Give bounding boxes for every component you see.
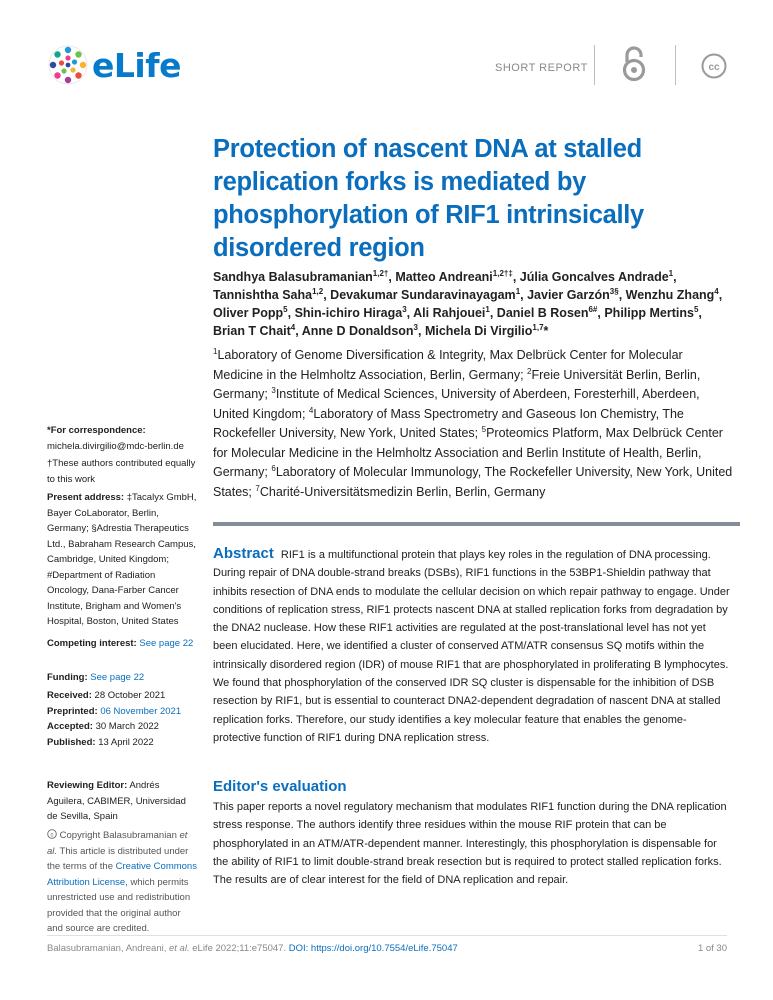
article-type-label: SHORT REPORT bbox=[495, 62, 588, 74]
correspondence-email[interactable]: michela.divirgilio@mdc-berlin.de bbox=[47, 440, 184, 452]
copyright-etal: et al. bbox=[47, 830, 188, 857]
reviewing-editor bbox=[47, 778, 197, 825]
editors-evaluation-heading: Editor's evaluation bbox=[213, 778, 347, 795]
author-name: Oliver Popp$^5$ bbox=[213, 304, 288, 320]
preprinted-date: Preprinted: 06 November 2021 bbox=[47, 705, 182, 717]
copyright bbox=[47, 828, 197, 937]
competing-interest bbox=[47, 636, 197, 652]
present-address-label: Present address: bbox=[47, 492, 125, 503]
reviewing-editor-value: Andrés Aguilera, CABIMER, Universidad de Sevilla, Spain bbox=[47, 780, 186, 822]
present-address bbox=[47, 490, 197, 630]
abstract-heading: Abstract bbox=[213, 545, 274, 562]
author-name: Matteo Andreani$^{1,2\dagger\ddagger}$ bbox=[395, 268, 513, 284]
correspondence-label: *For correspondence: bbox=[47, 425, 146, 436]
copyright-text-2: This article is distributed under the terms of the bbox=[47, 845, 189, 872]
footer-citation: Balasubramanian, Andreani, et al. eLife 2022;11:e75047. DOI: https://doi.org/10.7554/eLife.75047 bbox=[47, 943, 458, 954]
author-name: Júlia Goncalves Andrade$^1$ bbox=[519, 268, 674, 284]
author-name: Daniel B Rosen$^{6\#}$ bbox=[496, 304, 598, 320]
author-name: Sandhya Balasubramanian$^{1,2\dagger}$ bbox=[213, 268, 389, 284]
competing-interest-link[interactable]: See page 22 bbox=[139, 638, 194, 649]
reviewing-editor-label: Reviewing Editor: bbox=[47, 780, 128, 791]
article-title: Protection of nascent DNA at stalled replication forks is mediated by phosphorylation of RIF1 intrinsically disordered region bbox=[213, 135, 644, 262]
equal-contribution-note: †These authors contributed equally to this work bbox=[47, 458, 196, 485]
competing-interest-label: Competing interest: bbox=[47, 638, 137, 649]
section-divider bbox=[213, 522, 740, 526]
funding-link[interactable]: See page 22 bbox=[90, 672, 145, 683]
author-name: Javier Garzón$^{3\S}$ bbox=[527, 286, 619, 302]
svg-text:c: c bbox=[50, 832, 54, 839]
author-name: Ali Rahjouei$^1$ bbox=[413, 304, 490, 320]
editors-evaluation-text: This paper reports a novel regulatory mechanism that modulates RIF1 function during the DNA replication stress response. The authors identify three residues within the mouse RIF protein that can be phosphorylated in an ATM/ATR-dependent manner. Interestingly, this phosphorylation is dispensable for the ability of RIF1 to limit double-strand break resection but is required to protect stalled replication forks. The results are of clear interest for the field of DNA replication and repair. bbox=[213, 801, 727, 887]
elife-logo[interactable] bbox=[48, 45, 181, 85]
funding bbox=[47, 670, 197, 686]
affiliation: $^5$Proteomics Platform, Max Delbrück Center for Molecular Medicine in the Helmholtz Association and Berlin Institute of Health, Berlin, Germany; bbox=[213, 424, 723, 479]
author-name: Philipp Mertins$^5$ bbox=[604, 304, 699, 320]
affiliation-list bbox=[213, 346, 733, 502]
affiliation: $^6$Laboratory of Molecular Immunology, The Rockefeller University, New York, United States; bbox=[213, 463, 733, 499]
copyright-text-3: which permits unrestricted use and redistribution provided that the original author and source are credited. bbox=[47, 876, 191, 934]
present-address-text: ‡Tacalyx GmbH, Bayer CoLaborator, Berlin, Germany; §Adrestia Therapeutics Ltd., Babraham Research Campus, Cambridge, United Kingdom; #Department of Radiation Oncology, Dana-Farber Cancer Institute, Brigham and Women's Hospital, Boston, United States bbox=[47, 492, 197, 627]
creative-commons-icon[interactable] bbox=[701, 53, 727, 79]
affiliation: $^1$Laboratory of Genome Diversification & Integrity, Max Delbrück Center for Molecular Medicine in the Helmholtz Association, Berlin, Germany; bbox=[213, 346, 683, 382]
license-link[interactable]: Creative Commons Attribution License, bbox=[47, 861, 197, 888]
author-name: Devakumar Sundaravinayagam$^1$ bbox=[330, 286, 521, 302]
header-divider bbox=[594, 45, 595, 85]
affiliation: $^3$Institute of Medical Sciences, University of Aberdeen, Foresterhill, Aberdeen, United Kingdom; bbox=[213, 385, 700, 421]
correspondence bbox=[47, 423, 197, 454]
doi-link[interactable]: DOI: https://doi.org/10.7554/eLife.75047 bbox=[288, 943, 458, 954]
footer-divider bbox=[47, 935, 727, 936]
received-date: Received: 28 October 2021 bbox=[47, 690, 166, 701]
author-name: Shin-ichiro Hiraga$^3$ bbox=[294, 304, 407, 320]
accepted-date: Accepted: 30 March 2022 bbox=[47, 721, 159, 732]
affiliation: $^4$Laboratory of Mass Spectrometry and Gaseous Ion Chemistry, The Rockefeller University, New York, United States; bbox=[213, 405, 684, 440]
elife-logo-text: eLife bbox=[92, 45, 181, 85]
affiliation: $^7$Charité-Universitätsmedizin Berlin, Berlin, Germany bbox=[255, 483, 546, 499]
copyright-icon bbox=[47, 829, 57, 839]
published-date: Published: 13 April 2022 bbox=[47, 736, 154, 748]
affiliation: $^2$Freie Universität Berlin, Berlin, Germany; bbox=[213, 366, 701, 401]
elife-logo-icon bbox=[48, 45, 88, 85]
header-divider-2 bbox=[675, 45, 676, 85]
open-access-lock-icon[interactable] bbox=[619, 46, 649, 82]
copyright-text: Copyright Balasubramanian bbox=[59, 830, 177, 841]
author-name: Wenzhu Zhang$^4$ bbox=[625, 286, 719, 302]
cc-label: cc bbox=[708, 62, 720, 73]
abstract bbox=[213, 545, 733, 747]
abstract-text: RIF1 is a multifunctional protein that plays key roles in the regulation of DNA processing. During repair of DNA double-strand breaks (DSBs), RIF1 functions in the 53BP1-Shieldin pathway that inhibits resection of DNA ends to modulate the cellular decision on which repair pathway to engage. Under conditions of replication stress, RIF1 protects nascent DNA at stalled replication forks from degradation by the DNA2 nuclease. How these RIF1 activities are regulated at the post-translational level has not yet been elucidated. Here, we identified a cluster of conserved ATM/ATR consensus SQ motifs within the intrinsically disordered region (IDR) of mouse RIF1 that are phosphorylated in proliferating B lymphocytes. We found that phosphorylation of the conserved IDR SQ cluster is dispensable for the inhibition of DSB resection by RIF1, but is essential to counteract DNA2-dependent degradation of nascent DNA at stalled replication forks. Therefore, our study identifies a key molecular feature that enables the genome-protective function of RIF1 during DNA replication stress. bbox=[213, 549, 730, 744]
author-list: Sandhya Balasubramanian$^{1,2\dagger}$, Matteo Andreani$^{1,2\dagger\ddagger}$, Júlia Goncalves Andrade$^1$, Tannishtha Saha$^{1,2}$, Devakumar Sundaravinayagam$^1$, Javier Garzón$^{3\S}$, Wenzhu Zhang$^4$, Oliver Popp$^5$, Shin-ichiro Hiraga$^3$, Ali Rahjouei$^1$, Daniel B Rosen$^{6\#}$, Philipp Mertins$^5$, Brian T Chait$^4$, Anne D Donaldson$^3$, Michela Di Virgilio$^{1,7}$* bbox=[213, 268, 723, 338]
funding-label: Funding: bbox=[47, 672, 88, 683]
publication-dates bbox=[47, 688, 197, 750]
author-name: Michela Di Virgilio$^{1,7}$ bbox=[424, 322, 544, 338]
author-name: Anne D Donaldson$^3$ bbox=[301, 322, 418, 338]
author-name: Tannishtha Saha$^{1,2}$ bbox=[213, 286, 324, 302]
page-number: 1 of 30 bbox=[697, 943, 727, 954]
author-name: Brian T Chait$^4$ bbox=[213, 322, 296, 338]
